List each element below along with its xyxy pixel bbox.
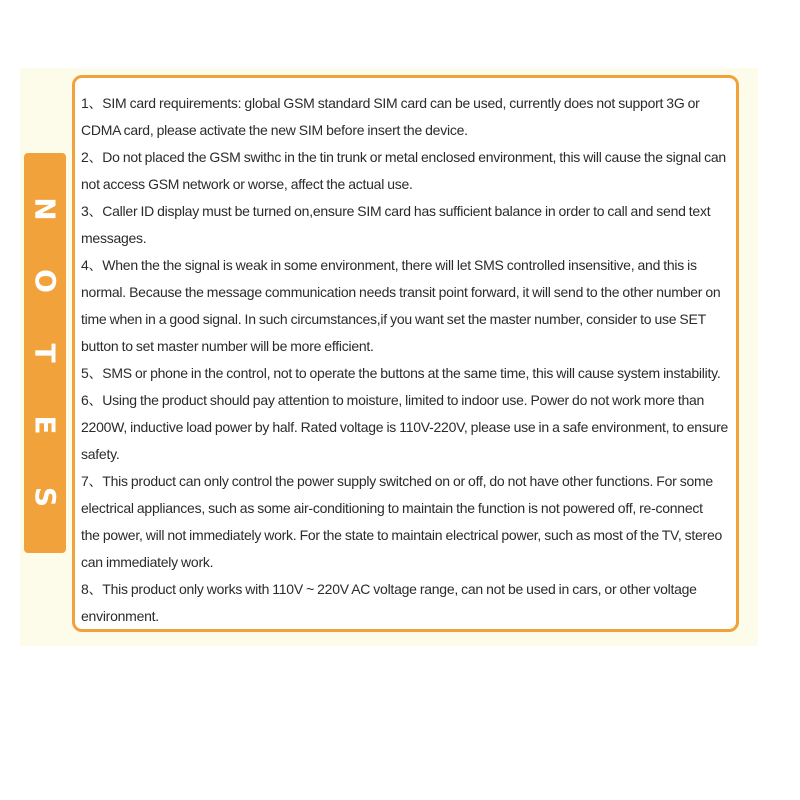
note-line: 4、When the the signal is weak in some environment, there will let SMS controlled insensitive, and this is: [81, 257, 697, 273]
notes-letter: E: [28, 415, 62, 435]
note-line: environment.: [81, 608, 159, 624]
note-line: 1、SIM card requirements: global GSM standard SIM card can be used, currently does not support 3G or: [81, 95, 700, 111]
note-item-8: [81, 576, 736, 630]
notes-side-tab: [24, 153, 66, 553]
notes-side-label: [24, 193, 66, 513]
note-item-3: [81, 198, 736, 252]
note-line: electrical appliances, such as some air-conditioning to maintain the function is not powered off, re-connect: [81, 500, 703, 516]
note-line: 8、This product only works with 110V ~ 220V AC voltage range, can not be used in cars, or other voltage: [81, 581, 697, 597]
note-item-5: [81, 360, 736, 387]
notes-letter: N: [29, 197, 62, 221]
note-line: 7、This product can only control the power supply switched on or off, do not have other functions. For some: [81, 473, 713, 489]
note-line: 2、Do not placed the GSM swithc in the tin trunk or metal enclosed environment, this will cause the signal can: [81, 149, 726, 165]
notes-letter: T: [28, 343, 62, 363]
notes-list: [81, 90, 736, 630]
note-line: CDMA card, please activate the new SIM before insert the device.: [81, 122, 468, 138]
note-item-4: [81, 252, 736, 360]
note-item-2: [81, 144, 736, 198]
note-item-1: [81, 90, 736, 144]
notes-box: [72, 75, 739, 632]
note-line: the power, will not immediately work. For the state to maintain electrical power, such as most of the TV, stereo: [81, 527, 723, 543]
note-line: 6、Using the product should pay attention to moisture, limited to indoor use. Power do not work more than: [81, 392, 705, 408]
note-item-7: [81, 468, 736, 576]
note-line: can immediately work.: [81, 554, 214, 570]
note-line: normal. Because the message communication needs transit point forward, it will send to the other number on: [81, 284, 721, 300]
note-line: not access GSM network or worse, affect the actual use.: [81, 176, 413, 192]
notes-letter: O: [29, 269, 62, 293]
note-line: button to set master number will be more efficient.: [81, 338, 374, 354]
note-line: 2200W, inductive load power by half. Rated voltage is 110V-220V, please use in a safe environment, to ensure: [81, 419, 729, 435]
notes-letter: S: [28, 486, 62, 508]
note-item-6: [81, 387, 736, 468]
note-line: messages.: [81, 230, 147, 246]
note-line: safety.: [81, 446, 120, 462]
note-line: 5、SMS or phone in the control, not to operate the buttons at the same time, this will cause system instability.: [81, 365, 721, 381]
note-line: 3、Caller ID display must be turned on,ensure SIM card has sufficient balance in order to call and send text: [81, 203, 711, 219]
note-line: time when in a good signal. In such circumstances,if you want set the master number, consider to use SET: [81, 311, 706, 327]
